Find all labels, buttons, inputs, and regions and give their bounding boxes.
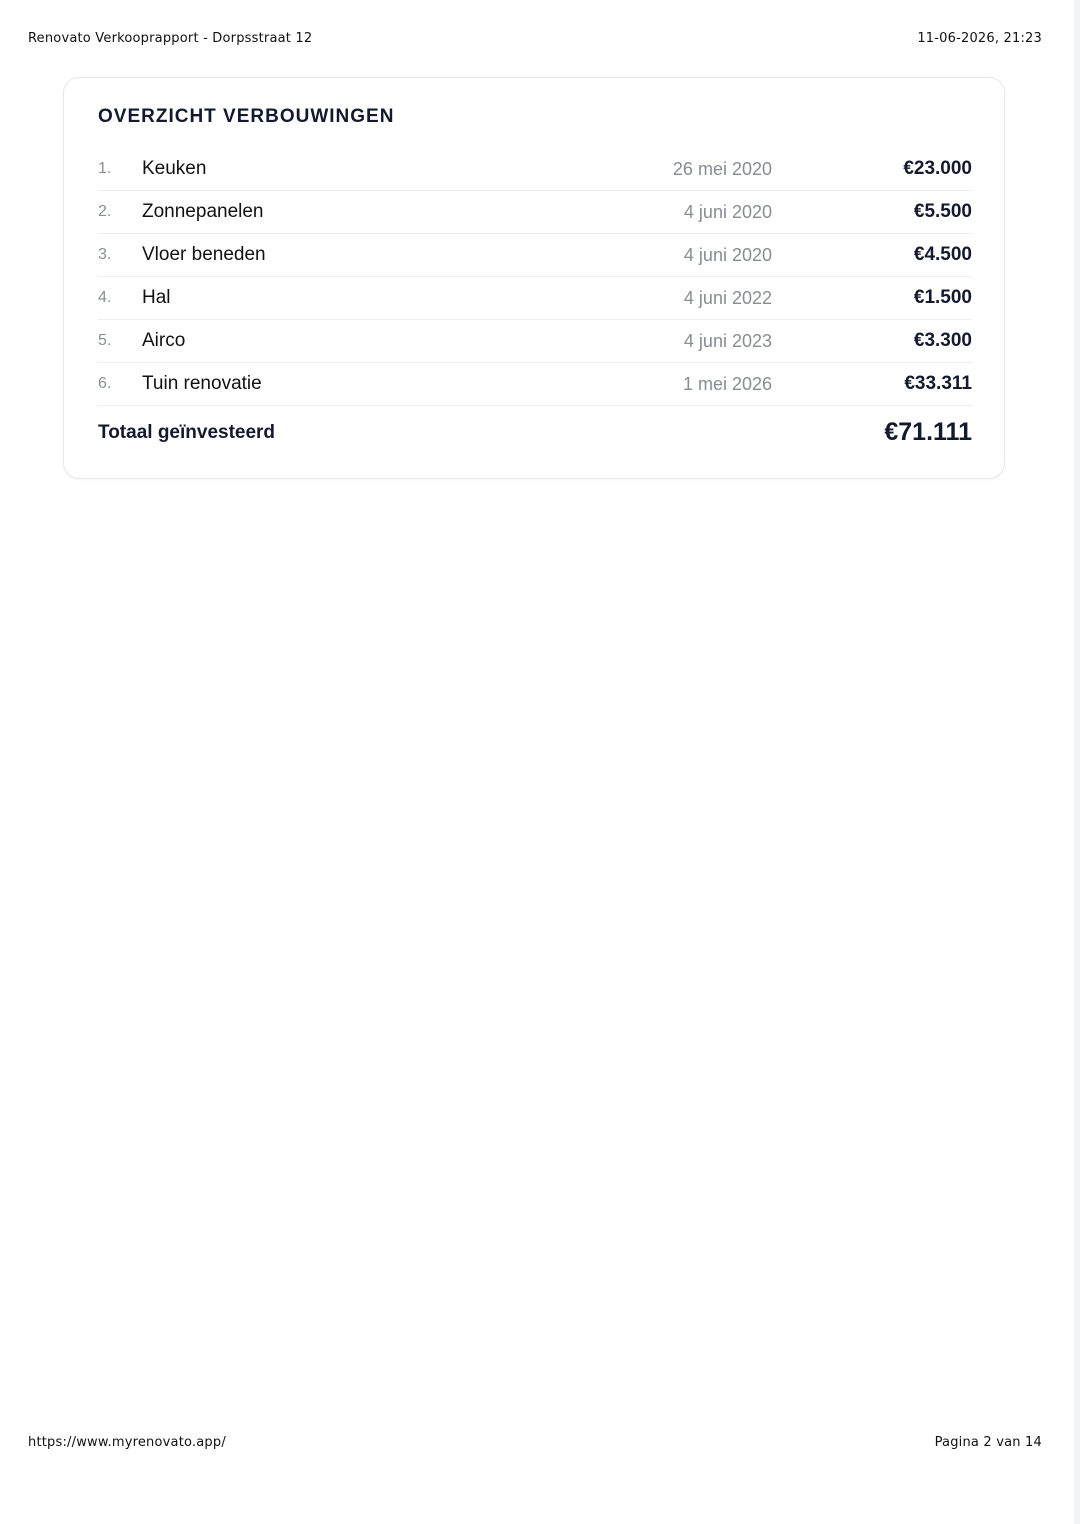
list-item [98,363,972,406]
item-amount: €33.311 [904,373,972,394]
page-footer [28,1433,1042,1451]
item-date: 4 juni 2022 [683,287,772,308]
item-name: Tuin renovatie [142,373,262,394]
item-index: 6. [98,375,112,392]
report-title: Renovato Verkooprapport - Dorpsstraat 12 [28,30,313,46]
footer-url: https://www.myrenovato.app/ [28,1434,226,1450]
item-date: 4 juni 2023 [683,330,772,351]
item-index: 4. [98,289,112,306]
item-date: 4 juni 2020 [683,244,772,265]
total-row [98,418,972,447]
item-amount: €3.300 [913,330,972,351]
page-edge-shadow [1074,0,1080,1524]
item-name: Keuken [142,158,207,179]
item-name: Zonnepanelen [142,201,264,222]
item-amount: €4.500 [913,244,972,265]
list-item [98,148,972,191]
list-item [98,320,972,363]
renovations-card [63,77,1005,479]
item-name: Vloer beneden [142,244,266,265]
item-index: 1. [98,160,112,177]
item-index: 3. [98,246,112,263]
item-name: Airco [142,330,186,351]
total-value: €71.111 [884,418,972,446]
item-amount: €1.500 [913,287,972,308]
item-amount: €5.500 [913,201,972,222]
list-item [98,191,972,234]
item-date: 1 mei 2026 [682,373,772,394]
list-item [98,234,972,277]
item-amount: €23.000 [903,158,972,179]
page-header [28,29,1042,47]
section-title: OVERZICHT VERBOUWINGEN [98,106,395,127]
list-item [98,277,972,320]
total-label: Totaal geïnvesteerd [98,421,276,443]
item-date: 4 juni 2020 [683,201,772,222]
item-index: 2. [98,203,112,220]
item-name: Hal [142,287,171,308]
print-datetime: 11-06-2026, 21:23 [917,30,1042,46]
item-date: 26 mei 2020 [672,158,772,179]
renovations-list [98,148,972,406]
item-index: 5. [98,332,112,349]
page-number: Pagina 2 van 14 [934,1434,1042,1450]
